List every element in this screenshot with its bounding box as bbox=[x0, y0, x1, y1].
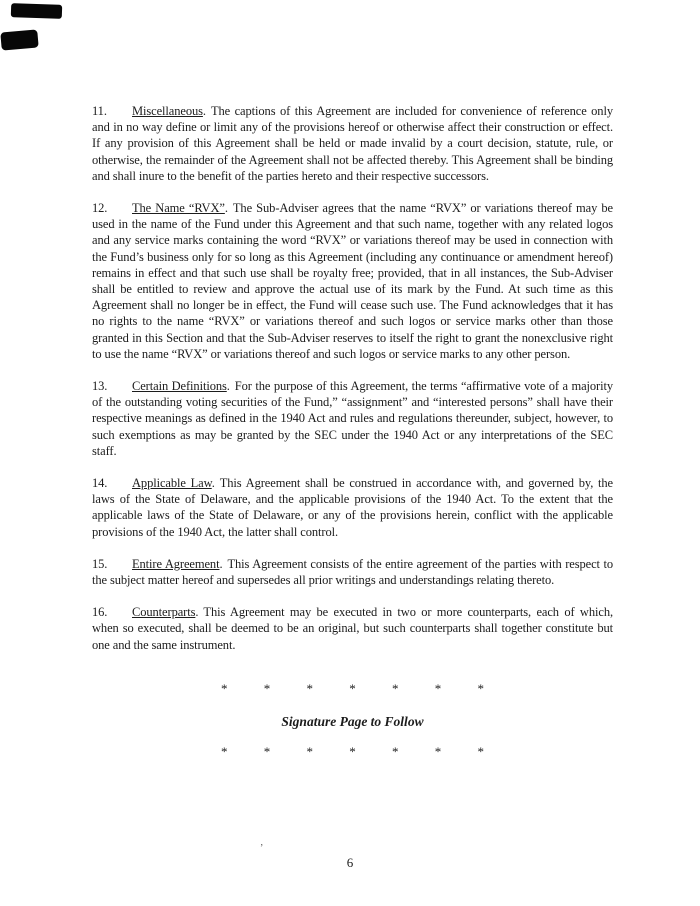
asterisk-separator-bottom: * * * * * * * bbox=[221, 743, 484, 759]
signature-page-note: Signature Page to Follow bbox=[281, 713, 424, 729]
scan-artifact-blot-top bbox=[11, 3, 62, 19]
section-body: For the purpose of this Agreement, the terms “affirmative vote of a majority of the outstanding voting securities of the Fund,” “assignment” and “interested persons” shall have their respective meanings as defined in the 1940 Act and rules and regulations thereunder, subject, however, to such exemptions as may be granted by the SEC under the 1940 Act or any interpretations of the SEC staff. bbox=[92, 379, 613, 458]
section-number: 14. bbox=[92, 476, 108, 491]
section-paragraph-13 bbox=[92, 378, 613, 459]
section-number: 12. bbox=[92, 201, 108, 216]
section-heading: Counterparts bbox=[132, 605, 196, 620]
section-heading-punct: . bbox=[224, 201, 228, 216]
section-paragraph-15 bbox=[92, 556, 613, 588]
section-body: The Sub-Adviser agrees that the name “RVX” or variations thereof may be used in the name of the Fund under this Agreement and that such name, together with any related logos and any service marks containing the word “RVX” or variations thereof may be used in connection with the Fund’s business only for so long as this Agreement (including any continuance or amendment hereof) remains in effect and that such use shall be royalty free; provided, that in all instances, the Sub-Adviser shall be entitled to review and approve the actual use of its mark by the Fund. At such time as this Agreement shall no longer be in effect, the Fund will cease such use. The Fund acknowledges that it has no rights to the name “RVX” or variations thereof and such logos or service marks other than those granted in this Section and that the Sub-Adviser reserves to itself the right to grant the nonexclusive right to use the name “RVX” or variations thereof and such logos or service marks to any other person. bbox=[92, 201, 613, 361]
section-heading-punct: . bbox=[202, 104, 206, 118]
document-body bbox=[92, 103, 613, 760]
section-heading: Certain Definitions bbox=[132, 379, 227, 394]
section-body: This Agreement shall be construed in accordance with, and governed by, the laws of the State of Delaware, and the applicable provisions of the 1940 Act. To the extent that the applicable laws of the State of Delaware, or any of the provisions herein, conflict with the applicable provisions of the 1940 Act, the latter shall control. bbox=[92, 476, 613, 539]
section-paragraph-11 bbox=[92, 103, 613, 184]
page-number: 6 bbox=[346, 855, 354, 870]
section-heading: Entire Agreement bbox=[132, 556, 220, 571]
section-paragraph-12 bbox=[92, 200, 613, 362]
section-heading-punct: . bbox=[195, 605, 199, 620]
section-number: 13. bbox=[92, 379, 108, 394]
section-heading-punct: . bbox=[211, 476, 215, 491]
section-heading: The Name “RVX” bbox=[132, 201, 225, 216]
section-heading: Applicable Law bbox=[132, 476, 212, 491]
asterisk-separator-top: * * * * * * * bbox=[221, 680, 484, 696]
scan-artifact-blot-left bbox=[0, 29, 38, 50]
section-body: The captions of this Agreement are included for convenience of reference only and in no way define or limit any of the provisions hereof or otherwise affect their construction or effect. If any provision of this Agreement shall be held or made invalid by a court decision, statute, rule, or otherwise, the remainder of the Agreement shall not be affected thereby. This Agreement shall be binding and shall inure to the benefit of the parties hereto and their respective successors. bbox=[92, 104, 613, 183]
section-heading: Miscellaneous bbox=[132, 104, 203, 118]
section-body: This Agreement consists of the entire agreement of the parties with respect to the subject matter hereof and supersedes all prior writings and understandings relating thereto. bbox=[92, 556, 613, 588]
section-paragraph-14 bbox=[92, 475, 613, 540]
section-number: 16. bbox=[92, 605, 108, 620]
section-number: 11. bbox=[92, 104, 107, 118]
section-heading-punct: . bbox=[219, 556, 223, 571]
section-number: 15. bbox=[92, 556, 108, 571]
section-body: This Agreement may be executed in two or more counterparts, each of which, when so executed, shall be deemed to be an original, but such counterparts shall together constitute but one and the same instrument. bbox=[92, 605, 613, 652]
stray-scan-mark: ’ bbox=[260, 843, 264, 854]
section-paragraph-16 bbox=[92, 604, 613, 653]
section-heading-punct: . bbox=[226, 379, 230, 394]
